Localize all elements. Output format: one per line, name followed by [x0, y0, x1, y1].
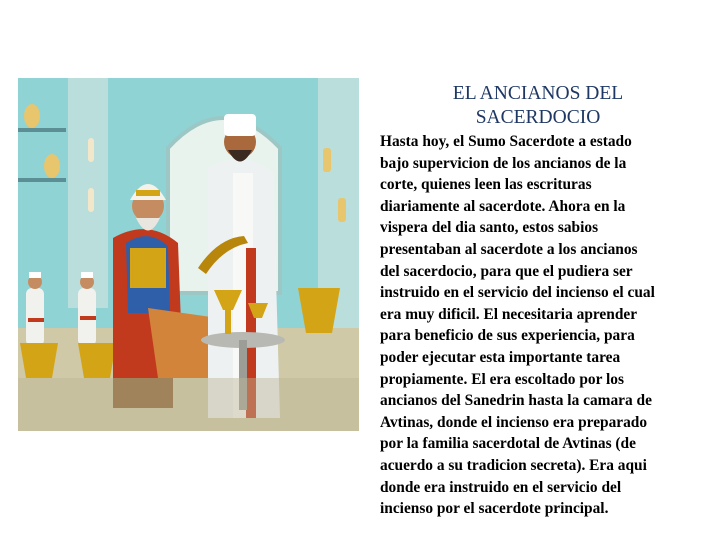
body-line: era muy dificil. El necesitaria aprender [380, 305, 638, 323]
slide-title-line: SACERDOCIO [475, 107, 601, 128]
painting-shelf-left-2 [18, 178, 66, 182]
painting-jar [88, 138, 94, 162]
body-line: presentaban al sacerdote a los ancianos [380, 240, 638, 258]
painting-vessel [24, 104, 40, 128]
painting-jar [338, 198, 346, 222]
slide-body [380, 131, 705, 520]
body-line: para beneficio de sus experiencia, para [380, 327, 635, 345]
body-line: diariamente al sacerdote. Ahora en la [380, 197, 626, 215]
body-line: corte, quienes leen las escrituras [380, 176, 592, 194]
temple-painting-icon [18, 78, 359, 431]
painting-floor-shade [18, 378, 359, 431]
body-line: bajo supervicion de los ancianos de la [380, 154, 627, 172]
body-line: poder ejecutar esta importante tarea [380, 348, 621, 366]
slide-title-line: EL ANCIANOS DEL [452, 83, 624, 104]
painting-shelf-left [18, 128, 66, 132]
body-line: ancianos del Sanedrin hasta la camara de [380, 392, 652, 410]
painting-jar [88, 188, 94, 212]
body-line: incienso por el sacerdote principal. [380, 500, 609, 518]
body-line: donde era instruido en el servicio del [380, 478, 622, 496]
painting-jar [323, 148, 331, 172]
body-line: propiamente. El era escoltado por los [380, 370, 624, 388]
painting-mortar [78, 343, 116, 378]
body-line: Avtinas, donde el incienso era preparado [380, 413, 648, 431]
temple-painting [18, 78, 359, 431]
painting-mortar [20, 343, 58, 378]
body-line: del sacerdocio, para que el pudiera ser [380, 262, 633, 280]
painting-worker-left [26, 272, 44, 346]
painting-vessel [44, 154, 60, 178]
painting-worker-right [78, 272, 96, 346]
body-line: vispera del dia santo, estos sabios [380, 219, 599, 237]
body-line: acuerdo a su tradicion secreta). Era aqui [380, 456, 647, 474]
body-line: Hasta hoy, el Sumo Sacerdote a estado [380, 133, 632, 150]
body-line: por la familia sacerdotal de Avtinas (de [380, 435, 636, 453]
body-line: instruido en el servicio del incienso el cual [380, 284, 655, 302]
slide-title [380, 82, 696, 130]
